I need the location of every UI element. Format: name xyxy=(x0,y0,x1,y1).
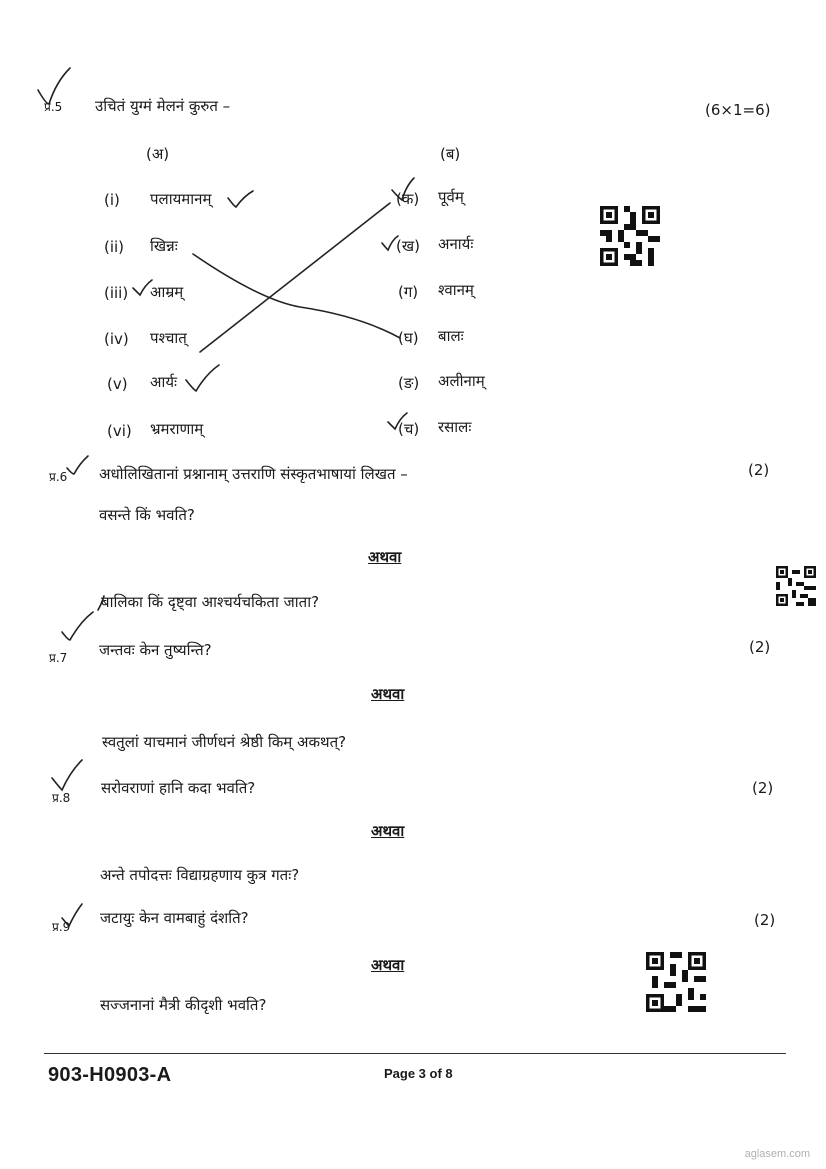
right-item-word: पूर्वम् xyxy=(438,188,464,206)
or-label: अथवा xyxy=(371,685,405,703)
question-7-marks: (2) xyxy=(749,638,771,656)
column-b-header: (ब) xyxy=(440,145,461,163)
right-item-word: बालः xyxy=(438,327,464,345)
right-item-index: (च) xyxy=(398,420,420,438)
right-item-index: (घ) xyxy=(398,329,419,347)
question-7-alternative: स्वतुलां याचमानं जीर्णधनं श्रेष्ठी किम् अकथत्? xyxy=(102,733,347,751)
question-number-8: प्र.8 xyxy=(52,791,71,805)
qr-code-icon xyxy=(776,566,816,606)
matching-line xyxy=(200,203,390,352)
left-item-index: (ii) xyxy=(104,238,125,256)
question-6-text: वसन्ते किं भवति? xyxy=(99,506,195,524)
checkmark-icon xyxy=(52,760,82,790)
or-label: अथवा xyxy=(371,822,405,840)
right-item-index: (ग) xyxy=(398,283,419,301)
left-item-index: (vi) xyxy=(107,422,132,440)
left-item-word: पलायमानम् xyxy=(150,190,212,208)
left-item-word: खिन्नः xyxy=(150,237,178,255)
checkmark-icon xyxy=(186,365,219,391)
qr-code-icon xyxy=(646,952,706,1012)
right-item-index: (ङ) xyxy=(398,374,420,392)
column-a-header: (अ) xyxy=(146,145,170,163)
checkmark-icon xyxy=(228,191,253,207)
left-item-word: पश्चात् xyxy=(150,329,187,347)
question-6-marks: (2) xyxy=(748,461,770,479)
question-number-6: प्र.6 xyxy=(49,470,68,484)
left-item-index: (iii) xyxy=(104,284,129,302)
right-item-index: (क) xyxy=(396,190,420,208)
question-8-marks: (2) xyxy=(752,779,774,797)
question-number-9: प्र.9 xyxy=(52,920,71,934)
footer-divider xyxy=(44,1053,786,1054)
matching-line xyxy=(193,254,400,338)
question-5-marks: (6×1=6) xyxy=(705,101,771,119)
right-item-word: अलीनाम् xyxy=(438,372,485,390)
question-6-instruction: अधोलिखितानां प्रश्नानाम् उत्तराणि संस्कृतभाषायां लिखत – xyxy=(99,465,408,483)
question-number-5: प्र.5 xyxy=(44,100,63,114)
or-label: अथवा xyxy=(368,548,402,566)
watermark: aglasem.com xyxy=(744,1148,810,1160)
question-9-marks: (2) xyxy=(754,911,776,929)
question-8-alternative: अन्ते तपोदत्तः विद्याग्रहणाय कुत्र गतः? xyxy=(100,866,300,884)
left-item-index: (iv) xyxy=(104,330,129,348)
question-5-text: उचितं युग्मं मेलनं कुरुत – xyxy=(95,97,231,115)
left-item-word: आर्यः xyxy=(150,373,178,391)
right-item-word: रसालः xyxy=(438,418,472,436)
page-number: Page 3 of 8 xyxy=(384,1066,453,1081)
left-item-word: भ्रमराणाम् xyxy=(150,420,204,438)
question-8-text: सरोवराणां हानि कदा भवति? xyxy=(101,779,256,797)
question-9-text: जटायुः केन वामबाहुं दंशति? xyxy=(100,909,249,927)
or-label: अथवा xyxy=(371,956,405,974)
question-number-7: प्र.7 xyxy=(49,651,68,665)
right-item-word: अनार्यः xyxy=(438,235,474,253)
question-9-alternative: सज्जनानां मैत्री कीदृशी भवति? xyxy=(100,996,267,1014)
checkmark-icon xyxy=(67,456,88,474)
question-7-text: जन्तवः केन तुष्यन्ति? xyxy=(99,641,212,659)
qr-code-icon xyxy=(600,206,660,266)
right-item-index: (ख) xyxy=(396,237,420,255)
checkmark-icon xyxy=(38,68,70,104)
left-item-index: (v) xyxy=(107,375,128,393)
left-item-index: (i) xyxy=(104,191,120,209)
question-6-alternative: बालिका किं दृष्ट्वा आश्चर्यचकिता जाता? xyxy=(101,593,320,611)
paper-code: 903-H0903-A xyxy=(48,1064,172,1086)
right-item-word: श्वानम् xyxy=(438,281,474,299)
checkmark-icon xyxy=(62,612,93,640)
left-item-word: आम्रम् xyxy=(150,283,184,301)
